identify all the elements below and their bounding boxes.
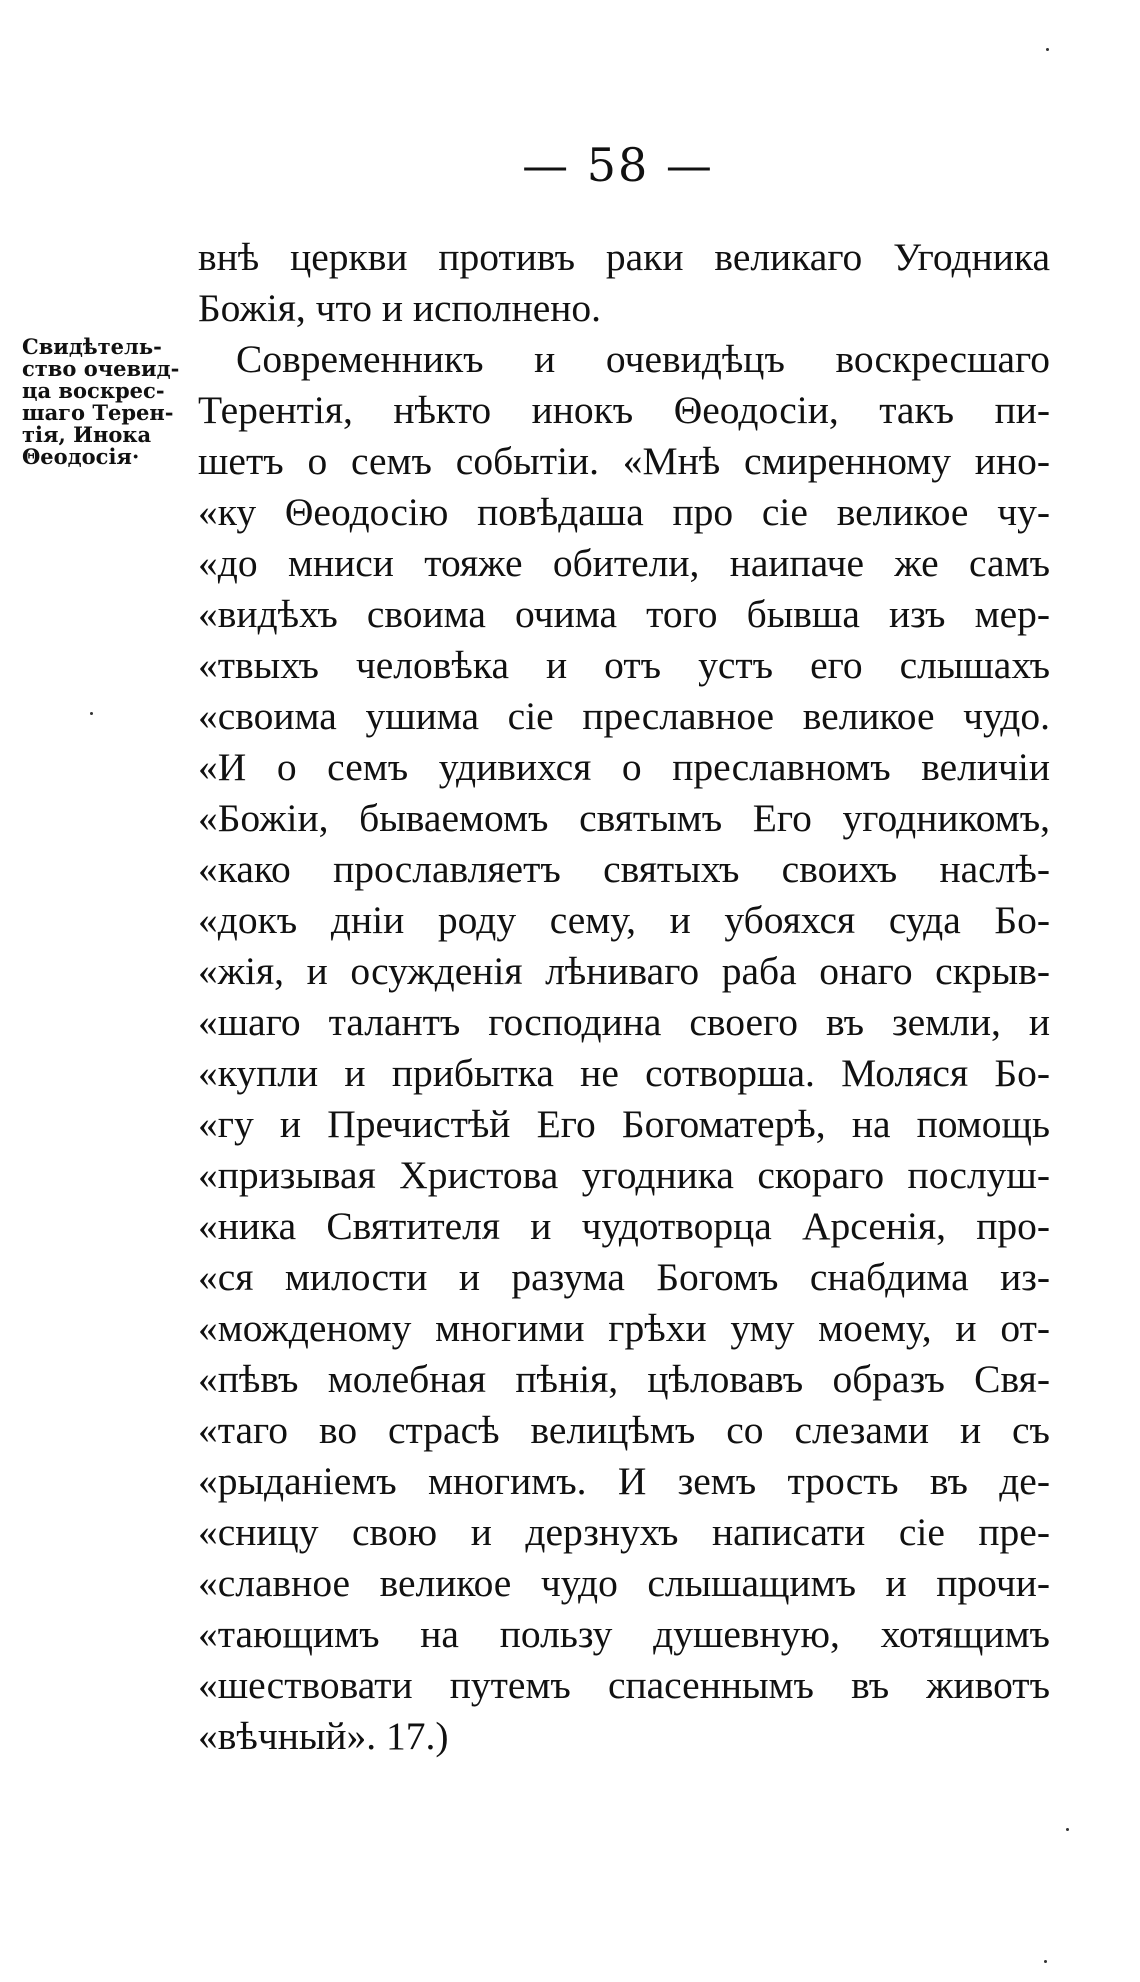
text-line: Божія, что и исполнено. <box>198 286 602 330</box>
text-line: «како прославляетъ святыхъ своихъ наслѣ- <box>198 847 1050 891</box>
text-line: «пѣвъ молебная пѣнія, цѣловавъ образъ Свя- <box>198 1357 1050 1401</box>
print-speck <box>1046 48 1049 51</box>
body-text <box>198 232 1050 1762</box>
text-line: «жія, и осужденія лѣниваго раба онаго скрыв- <box>198 949 1050 993</box>
print-speck <box>1044 1960 1047 1963</box>
text-line: «до мниси тояже обители, наипаче же самъ <box>198 541 1050 585</box>
text-line: «ся милости и разума Богомъ снабдима из- <box>198 1255 1050 1299</box>
text-line: «купли и прибытка не сотворша. Моляся Бо- <box>198 1051 1050 1095</box>
text-line: «докъ дніи роду сему, и убояхся суда Бо- <box>198 898 1050 942</box>
text-line: «вѣчный». 17.) <box>198 1714 449 1758</box>
text-line: внѣ церкви противъ раки великаго Угодника <box>198 235 1050 279</box>
text-line: «шествовати путемъ спасеннымъ въ животъ <box>198 1663 1050 1707</box>
print-speck <box>90 712 93 715</box>
margin-note-line: Свидѣтель- <box>22 334 162 359</box>
margin-note <box>22 336 212 468</box>
text-line: «видѣхъ своима очима того бывша изъ мер- <box>198 592 1050 636</box>
text-line: «сницу свою и дерзнухъ написати сіе пре- <box>198 1510 1050 1554</box>
text-line: «гу и Пречистѣй Его Богоматерѣ, на помощь <box>198 1102 1050 1146</box>
text-line: «таго во страсѣ велицѣмъ со слезами и съ <box>198 1408 1050 1452</box>
text-line: «Божіи, бываемомъ святымъ Его угодникомъ, <box>198 796 1050 840</box>
text-line: «твыхъ человѣка и отъ устъ его слышахъ <box>198 643 1050 687</box>
text-line: «ника Святителя и чудотворца Арсенія, про- <box>198 1204 1050 1248</box>
margin-note-line: шаго Терен- <box>22 400 174 425</box>
text-line: «можденому многими грѣхи уму моему, и от- <box>198 1306 1050 1350</box>
print-speck <box>1066 1828 1069 1831</box>
text-line: «И о семъ удивихся о преславномъ величіи <box>198 745 1050 789</box>
text-line: Современникъ и очевидѣцъ воскресшаго <box>236 337 1050 381</box>
text-line: «тающимъ на пользу душевную, хотящимъ <box>198 1612 1050 1656</box>
text-line: Терентія, нѣкто инокъ Θеодосіи, такъ пи- <box>198 388 1050 432</box>
text-line: «рыданіемъ многимъ. И земъ трость въ де- <box>198 1459 1050 1503</box>
text-line: «шаго талантъ господина своего въ земли, и <box>198 1000 1050 1044</box>
margin-note-line: ство очевид- <box>22 356 180 381</box>
margin-note-line: тія, Инока <box>22 422 152 447</box>
margin-note-line: ца воскрес- <box>22 378 165 403</box>
text-line: «призывая Христова угодника скораго послуш- <box>198 1153 1050 1197</box>
margin-note-line: Θеодосія· <box>22 444 140 469</box>
text-line: «ку Θеодосію повѣдаша про сіе великое чу- <box>198 490 1050 534</box>
text-line: «славное великое чудо слышащимъ и прочи- <box>198 1561 1050 1605</box>
page-number: — 58 — <box>522 138 714 192</box>
text-line: «своима ушима сіе преславное великое чудо. <box>198 694 1050 738</box>
text-line: шетъ о семъ событіи. «Мнѣ смиренному ино- <box>198 439 1050 483</box>
